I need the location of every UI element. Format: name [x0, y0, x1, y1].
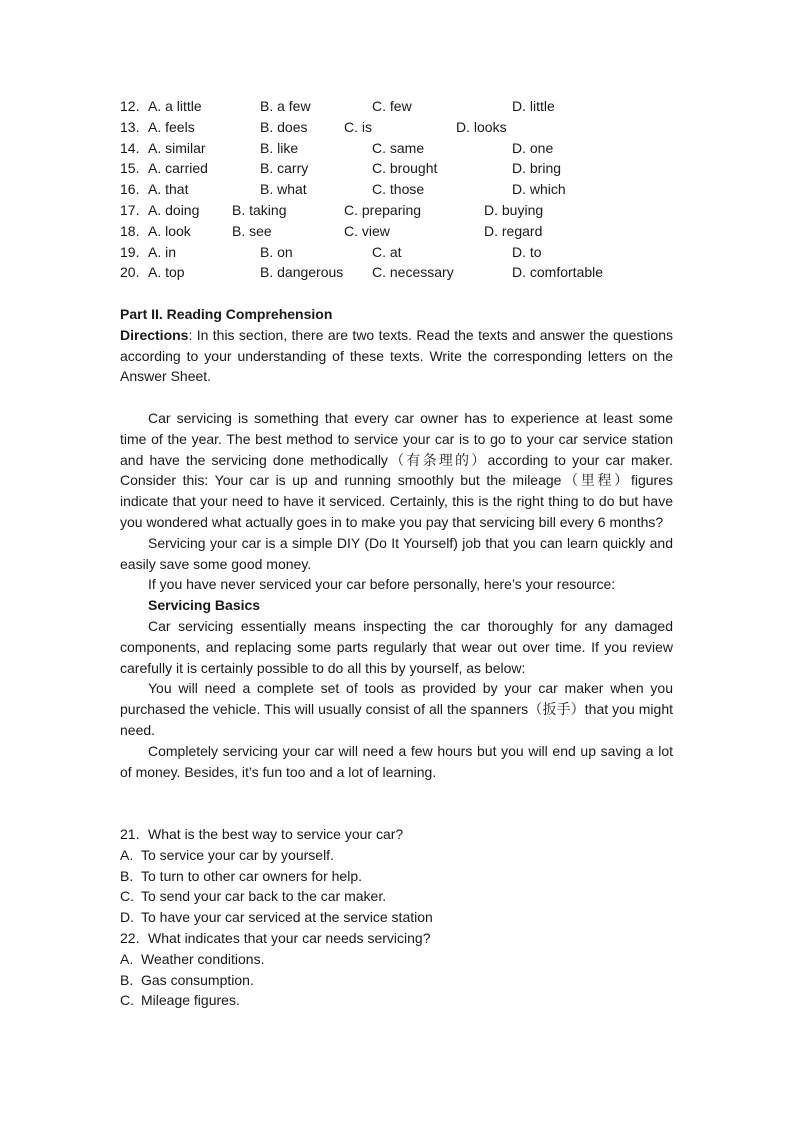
item-number: 17. [120, 202, 140, 218]
answer-option [120, 907, 433, 928]
option-a: A. top [148, 264, 185, 281]
question-stem [120, 928, 430, 949]
option-a: A. in [148, 243, 177, 260]
directions-label: Directions [120, 326, 189, 343]
option-b: B. on [260, 243, 293, 260]
answer-option [120, 970, 254, 991]
option-text: To send your car back to the car maker. [141, 888, 387, 905]
option-a: A. doing [148, 202, 200, 218]
item-number: 14. [120, 139, 140, 156]
option-d: D. buying [484, 202, 544, 218]
question-text: What is the best way to service your car? [148, 826, 404, 842]
passage-paragraph: Car servicing is something that every car owner has to experience at least some time of the year. The best method to service your car is to go to your car service station and have the servicing done methodically（有条理的）according to your car maker. Consider this: Your car is up and running smoothly but the mileage（里程）figures indicate that your need to have it serviced. Certainly, this is the right thing to do but have you wondered what actually goes in to make you pay that servicing bill every 6 months? [120, 410, 673, 530]
option-a: A. a little [148, 98, 202, 114]
option-letter: A. [120, 846, 134, 863]
option-text: Gas consumption. [141, 971, 254, 988]
option-d: D. regard [484, 222, 543, 239]
option-b: B. carry [260, 160, 309, 177]
passage-paragraph: Completely servicing your car will need a few hours but you will end up saving a lot of money. Besides, it’s fun too and a lot of learning. [120, 742, 673, 780]
option-letter: B. [120, 867, 134, 884]
option-letter: C. [120, 888, 134, 905]
section-heading: Part II. Reading Comprehension [120, 306, 333, 322]
answer-option [120, 990, 240, 1011]
option-letter: D. [120, 909, 134, 926]
passage-paragraph: You will need a complete set of tools as provided by your car maker when you purchased the vehicle. This will usually consist of all the spanners（扳手）that you might need. [120, 680, 673, 738]
option-c: C. few [372, 98, 412, 114]
option-letter: B. [120, 971, 134, 988]
option-d: D. bring [512, 160, 562, 177]
item-number: 12. [120, 98, 140, 114]
option-c: C. preparing [344, 202, 422, 218]
option-letter: C. [120, 992, 134, 1009]
option-a: A. carried [148, 160, 208, 177]
answer-option [120, 845, 334, 866]
option-c: C. is [344, 118, 372, 135]
option-text: To have your car serviced at the service station [141, 909, 433, 926]
option-b: B. taking [232, 202, 287, 218]
item-number: 18. [120, 222, 140, 239]
passage-subheading: Servicing Basics [148, 597, 261, 614]
option-b: B. does [260, 118, 308, 135]
option-b: B. see [232, 222, 272, 239]
item-number: 15. [120, 160, 140, 177]
item-number: 16. [120, 181, 140, 198]
option-d: D. little [512, 98, 555, 114]
question-number: 22. [120, 930, 140, 946]
question-stem [120, 824, 403, 845]
option-letter: A. [120, 950, 134, 967]
option-c: C. view [344, 222, 390, 239]
option-b: B. what [260, 181, 307, 198]
question-text: What indicates that your car needs servicing? [148, 930, 431, 946]
option-b: B. dangerous [260, 264, 344, 281]
option-a: A. similar [148, 139, 206, 156]
part2-section [120, 304, 673, 387]
option-d: D. one [512, 139, 554, 156]
option-text: Mileage figures. [141, 992, 240, 1009]
answer-option [120, 949, 264, 970]
passage-paragraph: Servicing your car is a simple DIY (Do It Yourself) job that you can learn quickly and easily save some good money. [120, 534, 673, 572]
answer-option [120, 866, 362, 887]
option-a: A. feels [148, 118, 195, 135]
reading-passage [120, 408, 673, 782]
directions-text: : In this section, there are two texts. Read the texts and answer the questions according to your understanding of these texts. Write the corresponding letters on the Answer Sheet. [120, 326, 673, 385]
option-d: D. which [512, 181, 566, 198]
option-c: C. those [372, 181, 425, 198]
item-number: 19. [120, 243, 140, 260]
option-text: Weather conditions. [141, 950, 265, 967]
passage-paragraph: If you have never serviced your car before personally, here’s your resource: [148, 576, 616, 593]
option-b: B. like [260, 139, 299, 156]
option-text: To turn to other car owners for help. [141, 867, 362, 884]
item-number: 20. [120, 264, 140, 281]
item-number: 13. [120, 118, 140, 135]
option-text: To service your car by yourself. [141, 846, 334, 863]
option-d: D. looks [456, 118, 507, 135]
answer-option [120, 886, 386, 907]
option-d: D. comfortable [512, 264, 604, 281]
option-b: B. a few [260, 98, 311, 114]
option-c: C. at [372, 243, 402, 260]
passage-paragraph: Car servicing essentially means inspecting the car thoroughly for any damaged components, and replacing some parts regularly that wear out over time. If you review carefully it is certainly possible to do all this by yourself, as below: [120, 617, 673, 676]
option-d: D. to [512, 243, 542, 260]
option-a: A. that [148, 181, 189, 198]
directions [120, 325, 673, 387]
question-number: 21. [120, 826, 140, 842]
option-a: A. look [148, 222, 191, 239]
option-c: C. necessary [372, 264, 454, 281]
option-c: C. same [372, 139, 425, 156]
option-c: C. brought [372, 160, 438, 177]
